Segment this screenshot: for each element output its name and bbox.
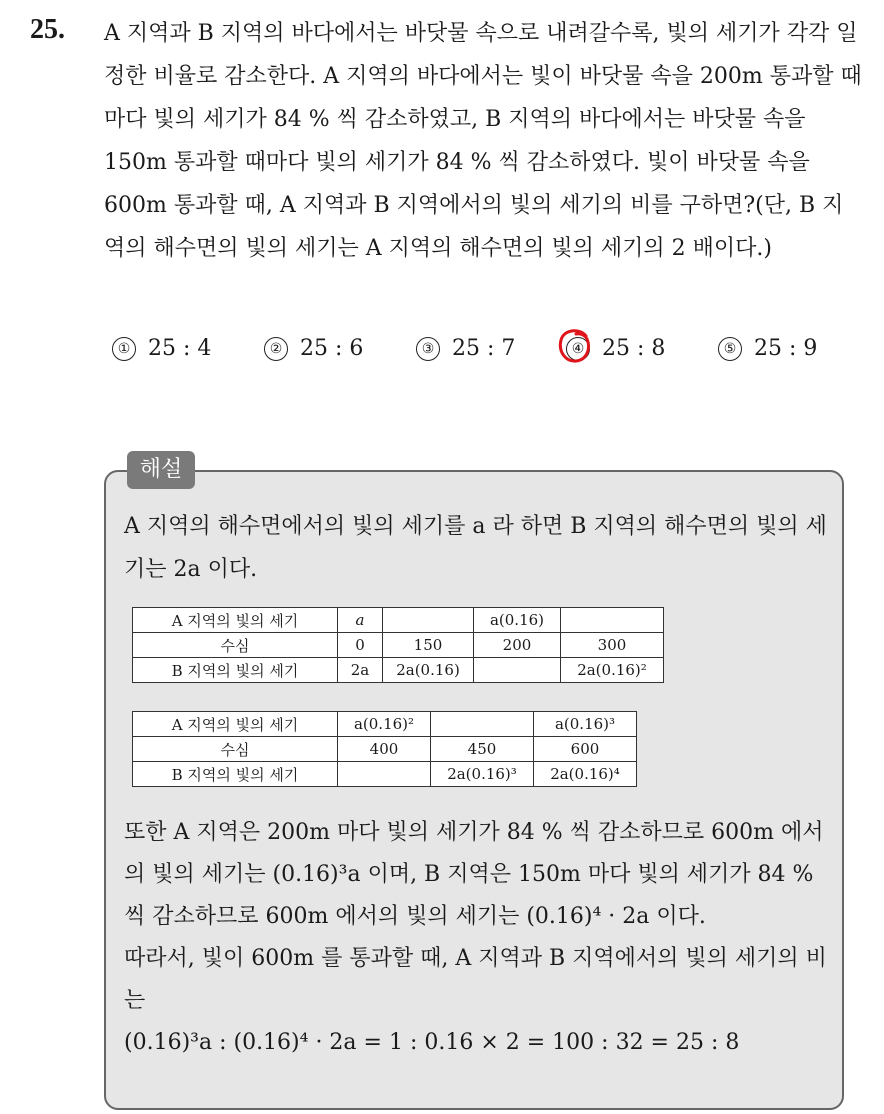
table-row <box>133 658 664 683</box>
choice-number: ④ <box>566 337 590 361</box>
table-cell: B 지역의 빛의 세기 <box>133 762 338 787</box>
choice-text: 25 : 9 <box>754 336 818 361</box>
table-cell: 2a <box>338 658 383 683</box>
table-cell: 2a(0.16) <box>383 658 474 683</box>
choice-text: 25 : 6 <box>300 336 364 361</box>
answer-mark-circle <box>556 326 594 366</box>
solution-body <box>124 812 836 1064</box>
table-cell: 300 <box>561 633 664 658</box>
table-cell: a(0.16)² <box>338 712 431 737</box>
choice-5[interactable] <box>718 336 817 361</box>
table-cell: 0 <box>338 633 383 658</box>
choice-3[interactable] <box>416 336 515 361</box>
question-text: A 지역과 B 지역의 바다에서는 바닷물 속으로 내려갈수록, 빛의 세기가 각각 일정한 비율로 감소한다. A 지역의 바다에서는 빛이 바닷물 속을 200m 통과할 때마다 빛의 세기가 84 % 씩 감소하였고, B 지역의 바다에서는 바닷물 속을 150m 통과할 때마다 빛의 세기가 84 % 씩 감소하였다. 빛이 바닷물 속을 600m 통과할 때, A 지역과 B 지역에서의 빛의 세기의 비를 구하면?(단, B 지역의 해수면의 빛의 세기는 A 지역의 해수면의 빛의 세기의 2 배이다.) <box>104 21 862 261</box>
table-cell: 200 <box>474 633 561 658</box>
table-cell: 600 <box>534 737 637 762</box>
solution-intro: A 지역의 해수면에서의 빛의 세기를 a 라 하면 B 지역의 해수면의 빛의 세기는 2a 이다. <box>124 514 827 582</box>
choice-2[interactable] <box>264 336 363 361</box>
table-cell: 2a(0.16)⁴ <box>534 762 637 787</box>
solution-paragraph: 따라서, 빛이 600m 를 통과할 때, A 지역과 B 지역에서의 빛의 세기의 비는 <box>124 946 827 1013</box>
question-number: 25. <box>30 14 65 45</box>
table-row <box>133 633 664 658</box>
table-cell: 2a(0.16)² <box>561 658 664 683</box>
solution-equation: (0.16)³a : (0.16)⁴ · 2a = 1 : 0.16 × 2 = 100 : 32 = 25 : 8 <box>124 1030 740 1055</box>
choice-number: ③ <box>416 337 440 361</box>
table-row <box>133 608 664 633</box>
table-row <box>133 762 637 787</box>
table-cell <box>474 658 561 683</box>
table-cell: 2a(0.16)³ <box>431 762 534 787</box>
table-cell <box>338 762 431 787</box>
intensity-table-2 <box>132 711 637 787</box>
table-cell: B 지역의 빛의 세기 <box>133 658 338 683</box>
table-cell: 수심 <box>133 633 338 658</box>
choice-text: 25 : 7 <box>452 336 516 361</box>
table-cell: 150 <box>383 633 474 658</box>
choice-number: ② <box>264 337 288 361</box>
solution-tag: 해설 <box>127 451 195 489</box>
table-row <box>133 712 637 737</box>
choice-number: ① <box>112 337 136 361</box>
table-cell: a(0.16) <box>474 608 561 633</box>
table-cell: 400 <box>338 737 431 762</box>
table-cell: a(0.16)³ <box>534 712 637 737</box>
table-cell <box>383 608 474 633</box>
intensity-table-1 <box>132 607 664 683</box>
table-cell: 수심 <box>133 737 338 762</box>
choice-text: 25 : 8 <box>602 336 666 361</box>
choice-number: ⑤ <box>718 337 742 361</box>
table-cell <box>431 712 534 737</box>
choice-1[interactable] <box>112 336 211 361</box>
solution-paragraph: 또한 A 지역은 200m 마다 빛의 세기가 84 % 씩 감소하므로 600m 에서의 빛의 세기는 (0.16)³a 이며, B 지역은 150m 마다 빛의 세기가 84 % 씩 감소하므로 600m 에서의 빛의 세기는 (0.16)⁴ · 2a 이다. <box>124 820 824 929</box>
table-cell: 450 <box>431 737 534 762</box>
choice-text: 25 : 4 <box>148 336 212 361</box>
table-cell: a <box>338 608 383 633</box>
table-cell <box>561 608 664 633</box>
table-cell: A 지역의 빛의 세기 <box>133 712 338 737</box>
table-cell: A 지역의 빛의 세기 <box>133 608 338 633</box>
table-row <box>133 737 637 762</box>
